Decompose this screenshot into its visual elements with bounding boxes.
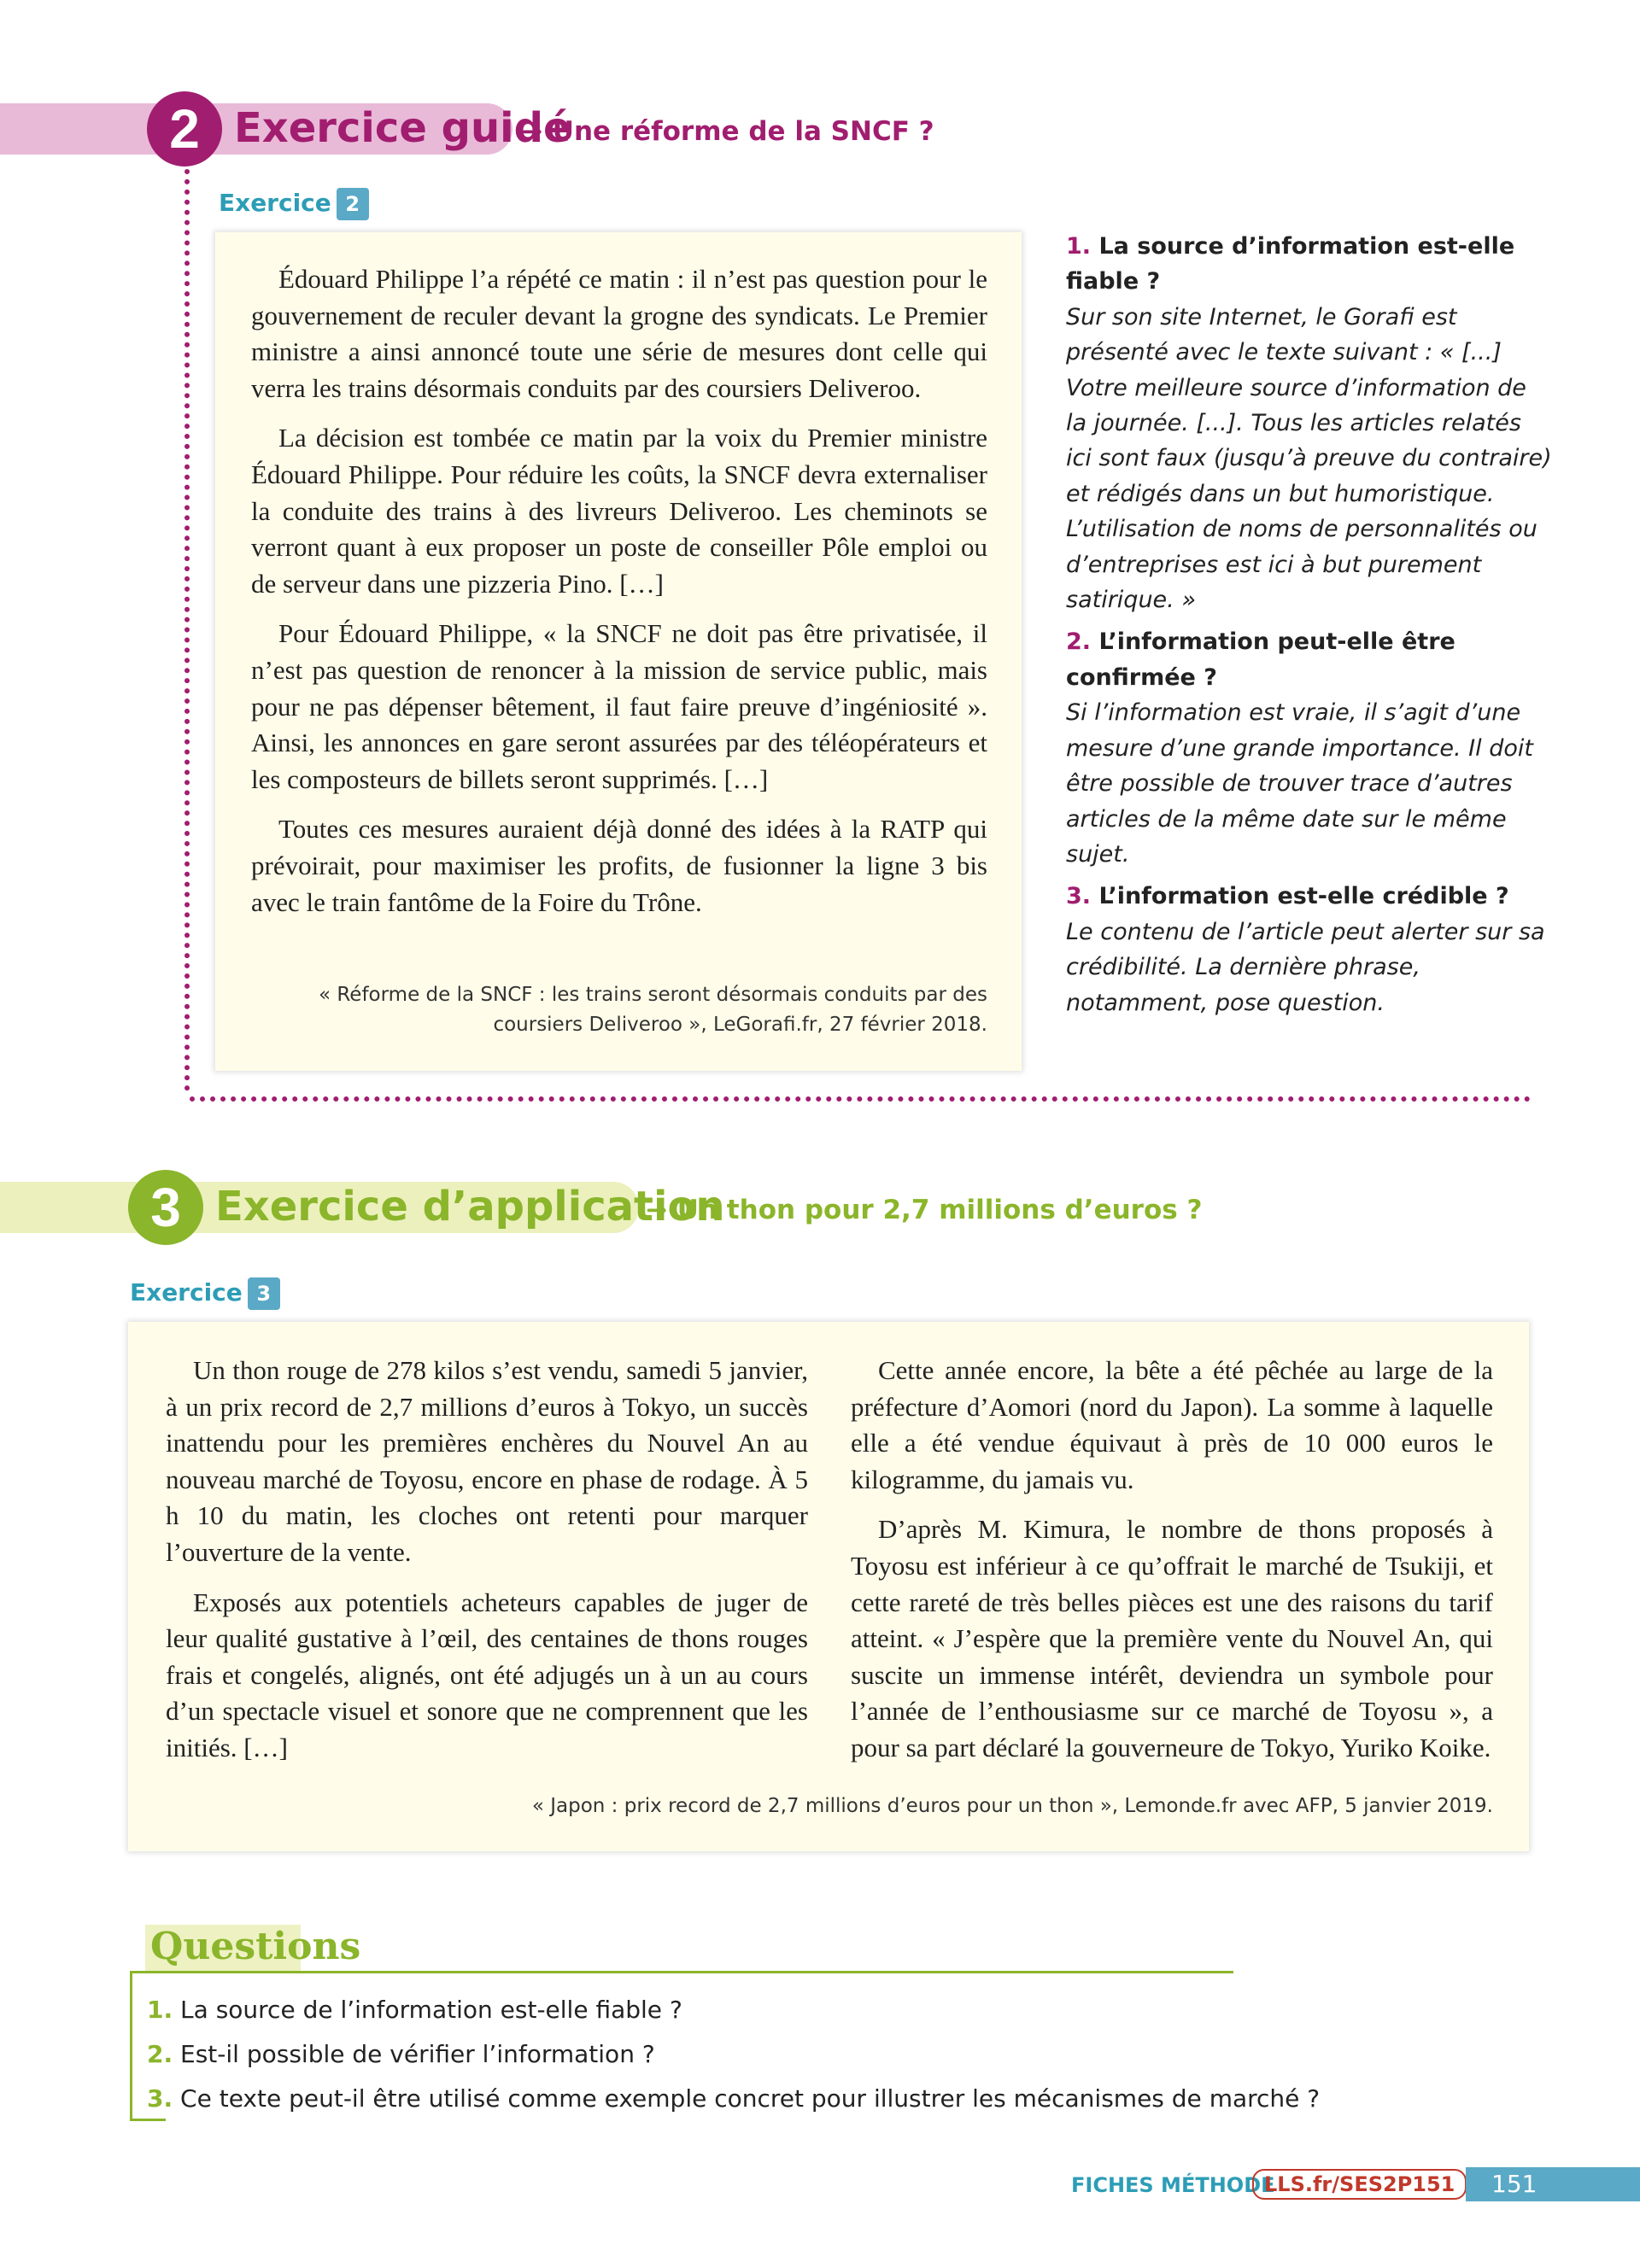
section3-title: Exercice d’application	[215, 1183, 725, 1230]
article2-paragraph: La décision est tombée ce matin par la voix du Premier ministre Édouard Philippe. Pour réduire les coûts, la SNCF devra externaliser la conduite des trains à des livreurs Deliveroo. Les cheminots se verront quant à eux proposer un poste de conseiller Pôle emploi ou de serveur dans une pizzeria Pino. […]	[251, 423, 987, 599]
guided-question-2: 2. L’information peut-elle être confirmée ?	[1066, 628, 1456, 691]
guided-answer-2: Si l’information est vraie, il s’agit d’une mesure d’une grande importance. Il doit être possible de trouver trace d’autres articles de la même date sur le même sujet.	[1066, 699, 1533, 868]
article3-paragraph: Exposés aux potentiels acheteurs capables de juger de leur qualité gustative à l’œil, des centaines de thons rouges frais et congelés, alignés, ont été adjugés un à un au cours d’un spectacle visuel et sonore que ne comprennent que les initiés. […]	[166, 1587, 808, 1762]
exercise3-number-badge: 3	[248, 1277, 280, 1310]
guided-question-3: 3. L’information est-elle crédible ?	[1066, 883, 1509, 910]
questions-foot-rule	[130, 2119, 166, 2121]
article2-paragraph: Toutes ces mesures auraient déjà donné des idées à la RATP qui prévoirait, pour maximiser les profits, de fusionner la ligne 3 bis avec le train fantôme de la Foire du Trône.	[251, 814, 987, 917]
article3-left-column	[166, 1353, 808, 1780]
article3-right-column	[851, 1353, 1493, 1780]
exercise2-label-text: Exercice	[219, 189, 331, 217]
article2-paragraph: Édouard Philippe l’a répété ce matin : il n’est pas question pour le gouvernement de reculer devant la grogne des syndicats. Le Premier ministre a ainsi annoncé toute une série de mesures dont celle qui verra les trains désormais conduits par des coursiers Deliveroo.	[251, 264, 987, 403]
guided-question-1: 1. La source d’information est-elle fiable ?	[1066, 233, 1515, 295]
section2-number-badge: 2	[147, 91, 222, 167]
section3-number-badge: 3	[128, 1170, 203, 1245]
guided-answer-3: Le contenu de l’article peut alerter sur sa crédibilité. La dernière phrase, notamment, pose question.	[1066, 918, 1545, 1016]
footer-section-label: FICHES MÉTHODE	[1071, 2173, 1275, 2197]
exercise3-label	[130, 1277, 280, 1310]
article3-paragraph: Un thon rouge de 278 kilos s’est vendu, samedi 5 janvier, à un prix record de 2,7 millions d’euros à Tokyo, un succès inattendu pour les premières enchères du Nouvel An au nouveau marché de Toyosu, encore en phase de rodage. À 5 h 10 du matin, les cloches ont retenti pour marquer l’ouverture de la vente.	[166, 1355, 808, 1567]
section2-title: Exercice guidé	[234, 104, 571, 152]
question-item-1: 1. La source de l’information est-elle fiable ?	[147, 1996, 682, 2024]
section3-subtitle: ➜ Un thon pour 2,7 millions d’euros ?	[646, 1195, 1203, 1225]
article3-paragraph: Cette année encore, la bête a été pêchée au large de la préfecture d’Aomori (nord du Japon). La somme à laquelle elle a été vendue équivaut à près de 10 000 euros le kilogramme, du jamais vu.	[851, 1355, 1493, 1494]
questions-side-rule	[130, 1971, 132, 2121]
article3-paragraph: D’après M. Kimura, le nombre de thons proposés à Toyosu est inférieur à ce qu’offrait le marché de Tsukiji, et cette rareté de très belles pièces est une des raisons du tarif atteint. « J’espère que la première vente du Nouvel An, qui suscite un immense intérêt, deviendra un symbole pour l’année de l’enthousiasme sur ce marché de Toyosu », a pour sa part déclaré la gouverneure de Tokyo, Yuriko Koike.	[851, 1514, 1493, 1762]
article2-paragraph: Pour Édouard Philippe, « la SNCF ne doit pas être privatisée, il n’est pas question de renoncer à la mission de service public, mais pour ne pas dépenser bêtement, il faut faire preuve d’ingéniosité ». Ainsi, les annonces en gare seront assurées par des téléopérateurs et les composteurs de billets seront supprimés. […]	[251, 618, 987, 794]
article2-source: « Réforme de la SNCF : les trains seront désormais conduits par des coursiers Deliveroo », LeGorafi.fr, 27 février 2018.	[318, 984, 987, 1036]
section2-dotted-border-horizontal	[190, 1096, 1531, 1102]
question-item-3: 3. Ce texte peut-il être utilisé comme exemple concret pour illustrer les mécanismes de marché ?	[147, 2084, 1321, 2113]
exercise2-label	[219, 188, 369, 220]
article3-source: « Japon : prix record de 2,7 millions d’euros pour un thon », Lemonde.fr avec AFP, 5 janvier 2019.	[531, 1795, 1493, 1817]
question-item-2: 2. Est-il possible de vérifier l’information ?	[147, 2040, 655, 2068]
page-number: 151	[1466, 2167, 1640, 2201]
questions-rule	[130, 1971, 1233, 1973]
article2-text	[251, 261, 987, 934]
guided-questions	[1066, 229, 1553, 1027]
guided-answer-1: Sur son site Internet, le Gorafi est présenté avec le texte suivant : « [...] Votre meilleure source d’information de la journée. [...]. Tous les articles relatés ici sont faux (jusqu’à preuve du contraire) et rédigés dans un but humoristique. L’utilisation de noms de personnalités ou d’entreprises est ici à but purement satirique. »	[1066, 303, 1552, 614]
section2-subtitle: ➜ Une réforme de la SNCF ?	[521, 116, 934, 147]
exercise2-number-badge: 2	[337, 188, 369, 220]
footer-link[interactable]: LLS.fr/SES2P151	[1252, 2169, 1467, 2200]
questions-title: Questions	[150, 1925, 361, 1968]
section2-dotted-border-vertical	[184, 169, 190, 1091]
exercise3-label-text: Exercice	[130, 1278, 243, 1306]
